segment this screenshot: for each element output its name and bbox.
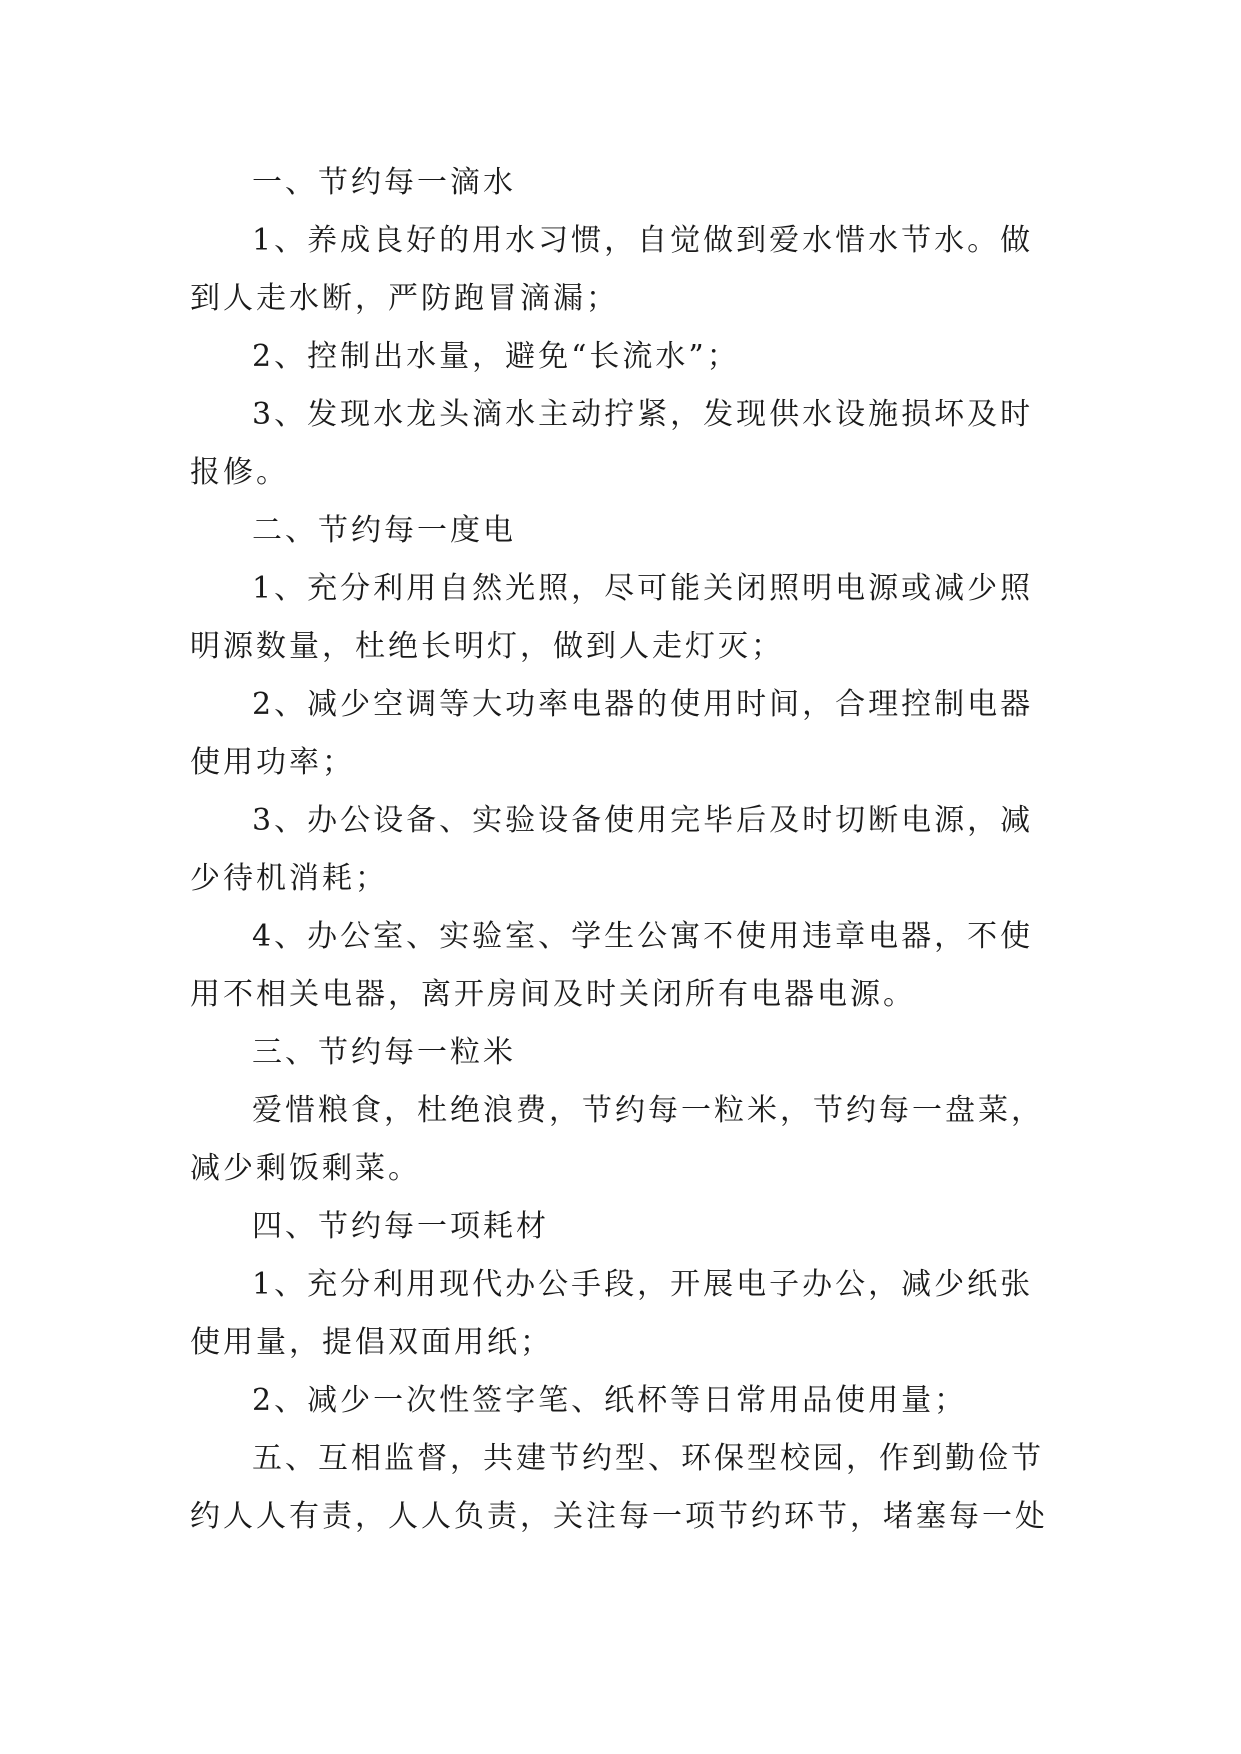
paragraph-line: 3、发现水龙头滴水主动拧紧，发现供水设施损坏及时 — [252, 397, 1034, 432]
section-heading-supervision: 五、互相监督，共建节约型、环保型校园，作到勤俭节 — [252, 1441, 1044, 1476]
paragraph-line: 到人走水断，严防跑冒滴漏； — [190, 281, 619, 316]
paragraph-line: 1、养成良好的用水习惯，自觉做到爱水惜水节水。做 — [252, 223, 1034, 258]
paragraph-line: 明源数量，杜绝长明灯，做到人走灯灭； — [190, 629, 784, 664]
document-body — [190, 154, 1060, 1546]
section-heading-electricity: 二、节约每一度电 — [252, 513, 516, 548]
paragraph-line: 1、充分利用自然光照，尽可能关闭照明电源或减少照 — [252, 571, 1034, 606]
paragraph-line: 用不相关电器，离开房间及时关闭所有电器电源。 — [190, 977, 916, 1012]
paragraph-line: 3、办公设备、实验设备使用完毕后及时切断电源，减 — [252, 803, 1034, 838]
paragraph-line: 2、控制出水量，避免“长流水”； — [252, 339, 740, 374]
paragraph-line: 2、减少一次性签字笔、纸杯等日常用品使用量； — [252, 1383, 968, 1418]
section-heading-water: 一、节约每一滴水 — [252, 165, 516, 200]
section-heading-supplies: 四、节约每一项耗材 — [252, 1209, 549, 1244]
paragraph-line: 少待机消耗； — [190, 861, 388, 896]
paragraph-line: 使用功率； — [190, 745, 355, 780]
paragraph-line: 2、减少空调等大功率电器的使用时间，合理控制电器 — [252, 687, 1034, 722]
section-heading-rice: 三、节约每一粒米 — [252, 1035, 516, 1070]
paragraph-line: 使用量，提倡双面用纸； — [190, 1325, 553, 1360]
paragraph-line: 爱惜粮食，杜绝浪费，节约每一粒米，节约每一盘菜， — [252, 1093, 1044, 1128]
paragraph-line: 减少剩饭剩菜。 — [190, 1151, 421, 1186]
paragraph-line: 约人人有责，人人负责，关注每一项节约环节，堵塞每一处 — [190, 1499, 1048, 1534]
paragraph-line: 报修。 — [190, 455, 289, 490]
paragraph-line: 4、办公室、实验室、学生公寓不使用违章电器，不使 — [252, 919, 1034, 954]
paragraph-line: 1、充分利用现代办公手段，开展电子办公，减少纸张 — [252, 1267, 1034, 1302]
